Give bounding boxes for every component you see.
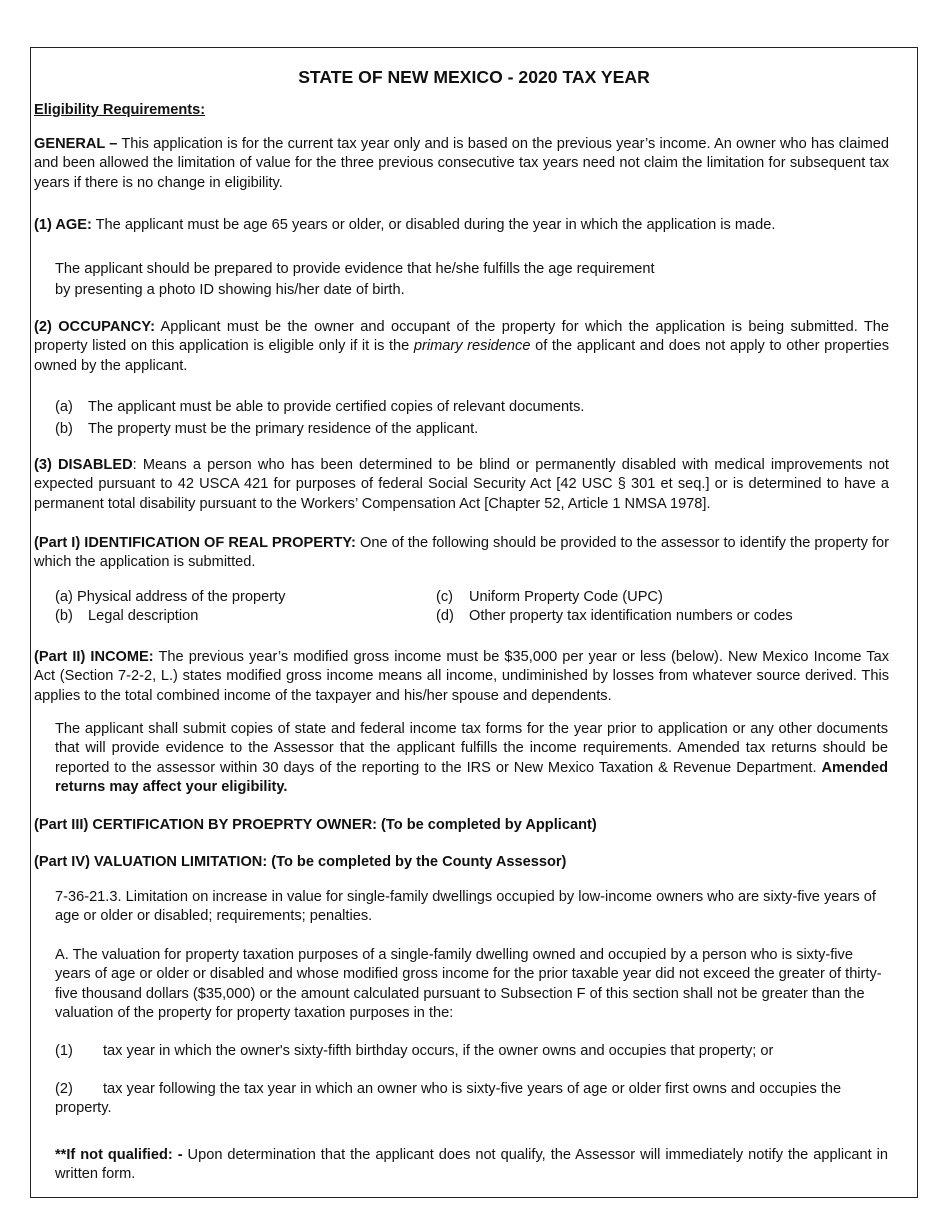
- list-item-text: tax year following the tax year in which an owner who is sixty-five years of age or older first owns and occupies the property.: [55, 1081, 842, 1117]
- part2-note: [55, 720, 888, 798]
- eligibility-heading: Eligibility Requirements:: [34, 102, 206, 118]
- general-text: This application is for the current tax year only and is based on the previous year’s income. An owner who has claimed and been allowed the limitation of value for the three previous consecutive tax years need not claim the limitation for subsequent tax years if there is no change in eligibility.: [34, 136, 890, 191]
- occupancy-italic: primary residence: [413, 338, 531, 355]
- part1-label: (Part I) IDENTIFICATION OF REAL PROPERTY:: [34, 535, 356, 551]
- part2-text: The previous year’s modified gross income must be $35,000 per year or less (below). New Mexico Income Tax Act (Section 7-2-2, L.) states modified gross income means all income, undiminished by losses from whatever source derived. This applies to the total combined income of the taxpayer and his/her spouse and dependents.: [34, 649, 890, 704]
- part1-text: One of the following should be provided to the assessor to identify the property for which the application is submitted.: [34, 535, 889, 571]
- not-qualified-label: **If not qualified: -: [55, 1147, 183, 1163]
- page-title: STATE OF NEW MEXICO - 2020 TAX YEAR: [298, 67, 650, 87]
- age-note-line: The applicant should be prepared to provide evidence that he/she fulfills the age requirement: [55, 261, 655, 277]
- list-marker: (d): [436, 608, 454, 624]
- part2-note-bold: Amended returns may affect your eligibility.: [55, 759, 888, 796]
- list-item-text: tax year in which the owner's sixty-fifth birthday occurs, if the owner owns and occupies that property; or: [103, 1043, 774, 1059]
- list-item-text: Physical address of the property: [77, 589, 286, 605]
- list-item-text: The property must be the primary residence of the applicant.: [88, 421, 479, 437]
- list-marker: (2): [55, 1081, 73, 1097]
- part3-heading: (Part III) CERTIFICATION BY PROEPRTY OWNER: (To be completed by Applicant): [34, 817, 597, 833]
- statute-paragraph: 7-36-21.3. Limitation on increase in value for single-family dwellings occupied by low-income owners who are sixty-five years of age or older or disabled; requirements; penalties.: [55, 889, 876, 925]
- list-item: [55, 418, 888, 440]
- list-item-text: Legal description: [88, 608, 199, 624]
- disabled-label: (3) DISABLED: [34, 457, 133, 473]
- list-marker: (a): [55, 589, 73, 605]
- list-item: [55, 607, 415, 626]
- part1-paragraph: [34, 534, 889, 573]
- part1-options-left: [55, 588, 415, 626]
- not-qualified-text: Upon determination that the applicant does not qualify, the Assessor will immediately notify the applicant in written form.: [55, 1147, 888, 1183]
- list-item-text: Uniform Property Code (UPC): [469, 589, 663, 605]
- list-marker: (a): [55, 399, 73, 415]
- age-label: (1) AGE:: [34, 217, 92, 233]
- general-label: GENERAL –: [34, 136, 118, 152]
- list-marker: (c): [436, 589, 454, 605]
- occupancy-paragraph: [34, 318, 889, 376]
- list-item: [55, 588, 415, 607]
- list-marker: (b): [55, 608, 73, 624]
- occupancy-label: (2) OCCUPANCY:: [34, 319, 155, 335]
- occupancy-list: [55, 396, 888, 440]
- list-item: [436, 607, 886, 626]
- list-item: [436, 588, 886, 607]
- occupancy-text: Applicant must be the owner and occupant of the property for which the application is being submitted. The property listed on this application is eligible only if it is the: [34, 319, 890, 355]
- age-paragraph: [34, 216, 889, 235]
- list-marker: (1): [55, 1043, 73, 1059]
- part2-note-text: The applicant shall submit copies of state and federal income tax forms for the year prior to application or any other documents that will provide evidence to the Assessor that the applicant fulfills the income requirements. Amended tax returns should be reported to the assessor within 30 days of the reporting to the IRS or New Mexico Taxation & Revenue Department.: [55, 721, 888, 776]
- part2-label: (Part II) INCOME:: [34, 649, 154, 665]
- disabled-text: : Means a person who has been determined to be blind or permanently disabled with medical improvements not expected pursuant to 42 USCA 421 for purposes of federal Social Security Act [42 USC § 301 et seq.] or is determined to have a permanent total disability pursuant to the Workers’ Compensation Act [Chapter 52, Article 1 NMSA 1978].: [34, 457, 889, 512]
- list-item-text: The applicant must be able to provide certified copies of relevant documents.: [88, 399, 585, 415]
- age-text: The applicant must be age 65 years or older, or disabled during the year in which the application is made.: [95, 217, 776, 233]
- not-qualified-paragraph: [55, 1146, 888, 1185]
- disabled-paragraph: [34, 456, 889, 514]
- general-paragraph: [34, 135, 889, 193]
- list-item: [55, 1042, 888, 1061]
- age-note: [55, 259, 888, 301]
- age-note-line: by presenting a photo ID showing his/her date of birth.: [55, 282, 405, 298]
- part1-options-right: [436, 588, 886, 626]
- part2-paragraph: [34, 648, 889, 706]
- statute-paragraph-a: A. The valuation for property taxation purposes of a single-family dwelling owned and occupied by a person who is sixty-five years of age or older or disabled and whose modified gross income for the prior taxable year did not exceed the greater of thirty-five thousand dollars ($35,000) or the amount calculated pursuant to Subsection F of this section shall not be greater than the valuation of the property for property taxation purposes in the:: [55, 947, 882, 1022]
- part4-heading: (Part IV) VALUATION LIMITATION: (To be completed by the County Assessor): [34, 854, 567, 870]
- list-marker: (b): [55, 421, 73, 437]
- list-item: [55, 396, 888, 418]
- list-item-text: Other property tax identification numbers or codes: [469, 608, 793, 624]
- occupancy-text-after: of the applicant and does not apply to other properties owned by the applicant.: [34, 338, 890, 374]
- list-item: [55, 1080, 888, 1119]
